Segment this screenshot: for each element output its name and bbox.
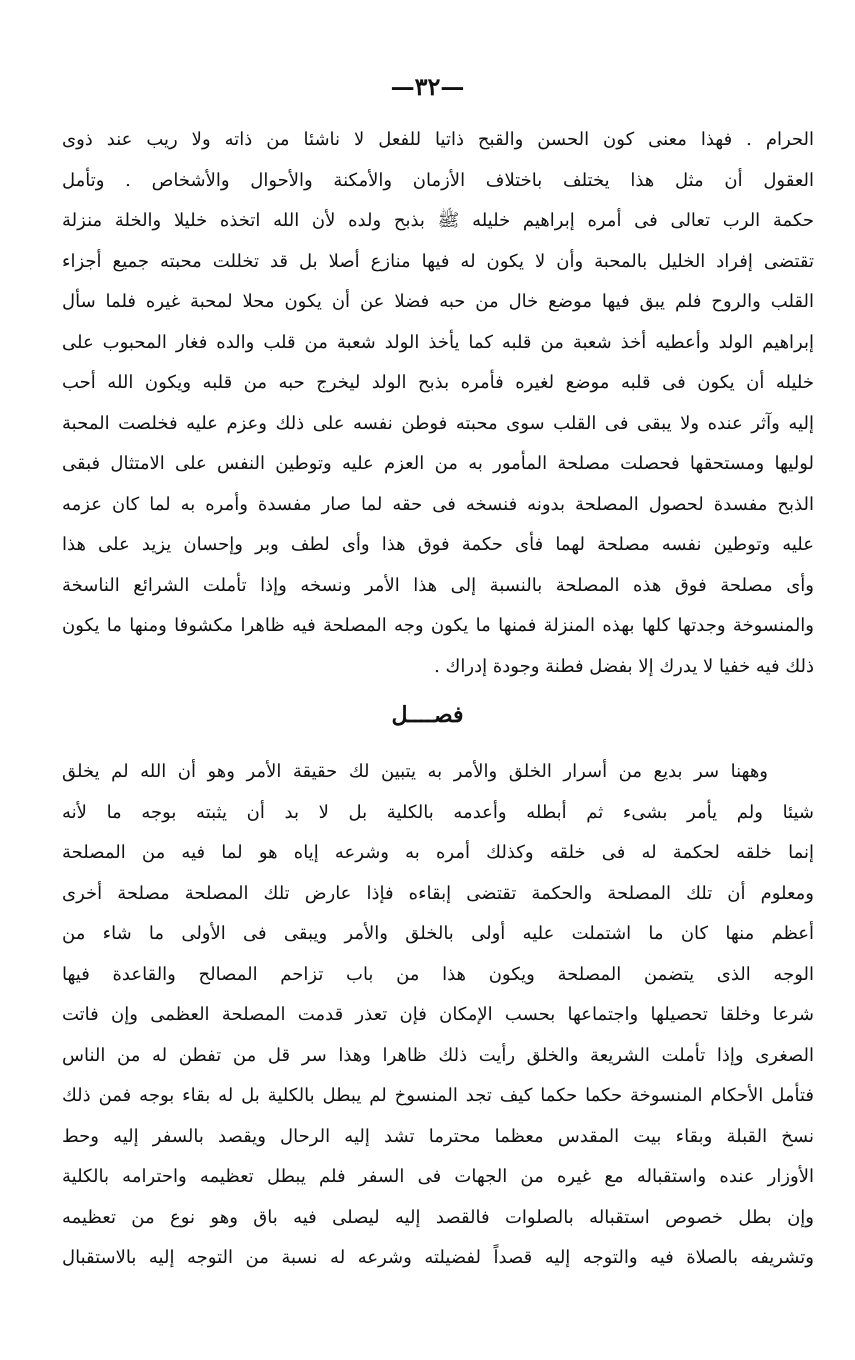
text-line: الصغرى وإذا تأملت الشريعة والخلق رأيت ذلك ظاهرا وهذا سر قل من تفطن له من الناس [62,1044,814,1066]
text-line: لوليها ومستحقها فحصلت مصلحة المأمور به من العزم عليه وتوطين النفس على الامتثال فبقى [62,453,814,474]
text-line: الحرام . فهذا معنى كون الحسن والقبح ذاتيا للفعل لا ناشئا من ذاته ولا ريب عند ذوى [62,129,814,150]
text-line: إنما خلقه لحكمة له فى خلقه وكذلك أمره به وشرعه إياه هو لما فيه من المصلحة [62,842,814,863]
text-line: خليله أن يكون فى قلبه موضع لغيره فأمره بذبح الولد ليخرج حبه من قلبه ويكون الله أحب [62,372,814,393]
text-line: وتشريفه بالصلاة فيه والتوجه إليه قصداً لفضيلته وشرعه له نسبة من التوجه إليه بالاستقبال [62,1247,814,1268]
text-line: وههنا سر بديع من أسرار الخلق والأمر به يتبين لك حقيقة الأمر وهو أن الله لم يخلق [62,761,768,782]
paragraph-2 [62,752,814,1279]
text-line: الوجه الذى يتضمن المصلحة ويكون هذا من باب تزاحم المصالح والقاعدة فيها [62,963,814,985]
paragraph-1 [62,120,814,687]
text-line: فتأمل الأحكام المنسوخة حكما حكما كيف تجد المنسوخ لم يبطل بالكلية بل له بقاء بوجه فمن ذلك [62,1085,814,1106]
text-line: العقول أن مثل هذا يختلف باختلاف الأزمان والأمكنة والأحوال والأشخاص . وتأمل [62,169,814,191]
section-heading: فصــــل [391,702,464,728]
text-line: وأى مصلحة فوق هذه المصلحة بالنسبة إلى هذا الأمر ونسخه وإذا تأملت الشرائع الناسخة [62,574,814,596]
text-line: الذبح مفسدة لحصول المصلحة بدونه فنسخه فى حقه لما صار مفسدة وأمره به لما كان عزمه [62,493,814,515]
text-line: شيئا ولم يأمر بشىء ثم أبطله وأعدمه بالكلية بل لا بد أن يثبته بوجه ما لأنه [62,801,814,823]
text-line: ذلك فيه خفيا لا يدرك إلا بفضل فطنة وجودة إدراك . [434,655,814,677]
text-line: الأوزار عنده واستقباله مع غيره من الجهات فى السفر فلم يبطل تعظيمه واحترامه بالكلية [62,1166,814,1187]
text-line: ومعلوم أن تلك المصلحة والحكمة تقتضى إبقاءه فإذا عارض تلك المصلحة مصلحة أخرى [62,882,814,904]
text-line: شرعا وخلقا تحصيلها واجتماعها بحسب الإمكان فإن تعذر قدمت المصلحة العظمى وإن فاتت [62,1004,814,1025]
text-line: وإن بطل خصوص استقباله بالصلوات فالقصد إليه ليصلى فيه باق وهو نوع من تعظيمه [62,1206,814,1228]
text-line: القلب والروح فلم يبق فيها موضع خال من حبه فضلا عن أن يكون محلا لمحبة غيره فلما سأل [62,291,814,312]
text-line: إبراهيم الولد وأعطيه أخذ شعبة من قلبه كما يأخذ الولد شعبة من قلب والده فغار المحبوب على [62,331,814,353]
text-line: والمنسوخة وجدتها كلها بهذه المنزلة فمنها ما يكون وجه المصلحة فيه ظاهرا مكشوفا ومنها ما يكون [62,615,814,636]
text-line: إليه وآثر عنده ولا يبقى فى القلب سوى محبته فوطن نفسه على ذلك وعزم عليه فخلصت المحبة [62,412,814,434]
text-line: حكمة الرب تعالى فى أمره إبراهيم خليله ﷺ بذبح ولده لأن الله اتخذه خليلا والخلة منزلة [62,210,814,231]
page-number: —٣٢— [390,72,465,101]
text-line: عليه وتوطين نفسه مصلحة لهما فأى حكمة فوق هذا وأى لطف وبر وإحسان يزيد على هذا [62,534,814,555]
text-line: نسخ القبلة وبقاء بيت المقدس معظما محترما تشد إليه الرحال ويقصد بالسفر إليه وحط [62,1125,814,1147]
text-line: تقتضى إفراد الخليل بالمحبة وأن لا يكون له فيها منازع أصلا بل قد تخللت محبته جميع أجزاء [62,250,814,272]
text-line: أعظم منها كان ما اشتملت عليه أولى بالخلق والأمر ويبقى فى الأولى ما شاء من [62,923,814,944]
